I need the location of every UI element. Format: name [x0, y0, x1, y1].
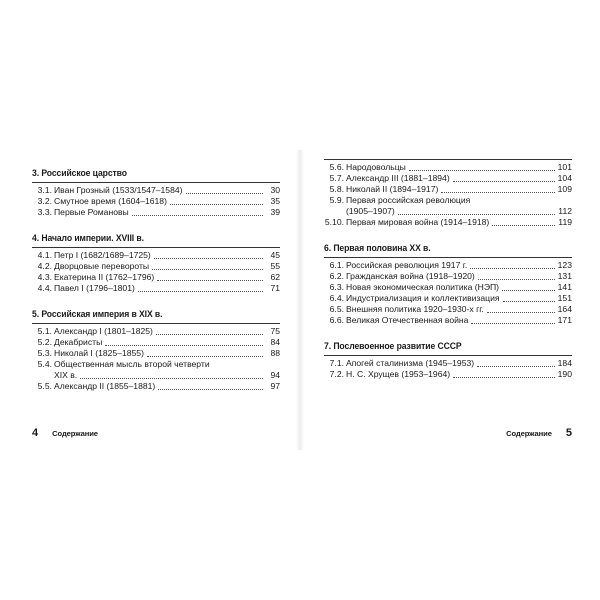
entry-title: (1905–1907)	[346, 206, 395, 216]
right-page	[324, 0, 572, 600]
dot-leader	[154, 257, 263, 259]
toc-entry[interactable]	[32, 182, 280, 196]
dot-leader	[152, 268, 263, 270]
entry-page-number: 94	[270, 370, 280, 380]
entry-title: Первые Романовы	[54, 207, 129, 217]
entry-row	[54, 283, 280, 294]
table-of-contents-left	[32, 167, 280, 406]
toc-entry[interactable]	[324, 257, 572, 271]
entry-title: Смутное время (1604–1618)	[54, 196, 167, 206]
entry-title: Дворцовые перевороты	[54, 261, 150, 271]
dot-leader	[453, 376, 555, 378]
page-footer-right	[506, 427, 572, 440]
entry-page-number: 55	[270, 261, 280, 271]
entry-page-number: 35	[270, 196, 280, 206]
section-title: 3. Российское царство	[32, 167, 127, 178]
entry-title: Декабристы	[54, 337, 103, 347]
entry-page-number: 190	[557, 369, 572, 379]
toc-entry[interactable]	[32, 283, 280, 294]
dot-leader	[80, 377, 263, 379]
toc-entry[interactable]	[324, 369, 572, 380]
dot-leader	[477, 365, 555, 367]
entry-title: Николай I (1825–1855)	[54, 348, 144, 358]
entry-number: 4.4.	[37, 283, 52, 293]
entry-title: Петр I (1682/1689–1725)	[54, 250, 151, 260]
entry-title: Внешняя политика 1920–1930-х гг.	[346, 304, 484, 314]
toc-entry[interactable]	[324, 173, 572, 184]
toc-entry[interactable]	[32, 261, 280, 272]
entry-row	[54, 381, 280, 392]
entry-title: Российская революция 1917 г.	[346, 260, 468, 270]
dot-leader	[453, 180, 555, 182]
dot-leader	[492, 224, 555, 226]
entry-number: 3.1.	[37, 185, 52, 195]
entry-number: 5.5.	[37, 381, 52, 391]
entry-row	[54, 207, 280, 218]
toc-section	[32, 308, 280, 392]
entry-title: Народовольцы	[346, 162, 406, 172]
entry-title: Индустриализация и коллективизация	[346, 293, 500, 303]
entry-page-number: 75	[270, 326, 280, 336]
entry-number: 6.5.	[329, 304, 344, 314]
toc-entry[interactable]	[324, 271, 572, 282]
entry-page-number: 141	[557, 282, 572, 292]
entry-row	[54, 326, 280, 337]
toc-entry[interactable]	[324, 159, 572, 173]
entry-row	[54, 250, 280, 261]
dot-leader	[441, 191, 554, 193]
entry-page-number: 119	[558, 217, 572, 227]
toc-entry[interactable]	[324, 293, 572, 304]
section-title: 4. Начало империи. XVIII в.	[32, 232, 144, 243]
toc-entry[interactable]	[32, 207, 280, 218]
dot-leader	[502, 289, 555, 291]
entry-page-number: 112	[558, 206, 572, 216]
entry-row	[54, 196, 280, 207]
entry-title-line: Общественная мысль второй четверти	[54, 359, 210, 369]
entry-row	[54, 348, 280, 359]
entry-row	[54, 337, 280, 348]
page-footer-left	[32, 427, 98, 440]
book-gutter	[296, 150, 304, 450]
entry-number: 5.1.	[37, 326, 52, 336]
toc-entry[interactable]	[32, 272, 280, 283]
section-title: 6. Первая половина XX в.	[324, 242, 431, 253]
dot-leader	[398, 213, 555, 215]
entry-page-number: 62	[270, 272, 280, 282]
dot-leader	[105, 344, 263, 346]
toc-section	[324, 159, 572, 228]
dot-leader	[157, 279, 263, 281]
entry-number: 4.3.	[37, 272, 52, 282]
entry-title: Николай II (1894–1917)	[346, 184, 439, 194]
toc-entry[interactable]	[324, 355, 572, 369]
entry-row	[346, 217, 572, 228]
entry-number: 5.10.	[324, 217, 344, 227]
entry-row	[346, 206, 572, 217]
entry-title: Александр I (1801–1825)	[54, 326, 153, 336]
entry-row	[346, 271, 572, 282]
toc-section	[32, 167, 280, 218]
entry-title: XIX в.	[54, 370, 78, 380]
page-number: 4	[32, 427, 39, 439]
toc-entry[interactable]	[32, 381, 280, 392]
toc-section	[324, 242, 572, 326]
dot-leader	[471, 322, 554, 324]
entry-page-number: 97	[270, 381, 280, 391]
toc-entry[interactable]	[32, 337, 280, 348]
entry-page-number: 131	[557, 271, 572, 281]
entry-page-number: 71	[270, 283, 280, 293]
dot-leader	[147, 355, 263, 357]
entry-number: 5.8.	[329, 184, 344, 194]
entry-row	[346, 162, 572, 173]
entry-page-number: 84	[270, 337, 280, 347]
entry-page-number: 39	[270, 207, 280, 217]
entry-number: 3.3.	[37, 207, 52, 217]
entry-number: 3.2.	[37, 196, 52, 206]
dot-leader	[186, 192, 264, 194]
left-page	[32, 0, 280, 600]
entry-row	[346, 184, 572, 195]
toc-entry[interactable]	[32, 247, 280, 261]
entry-page-number: 45	[270, 250, 280, 260]
entry-row	[346, 293, 572, 304]
entry-title: Н. С. Хрущев (1953–1964)	[346, 369, 451, 379]
dot-leader	[478, 278, 555, 280]
entry-row	[346, 358, 572, 369]
entry-title: Первая мировая война (1914–1918)	[346, 217, 490, 227]
dot-leader	[470, 267, 554, 269]
entry-title: Великая Отечественная война	[346, 315, 469, 325]
dot-leader	[409, 169, 555, 171]
entry-title: Иван Грозный (1533/1547–1584)	[54, 185, 183, 195]
section-title: 7. Послевоенное развитие СССР	[324, 340, 462, 351]
entry-row	[346, 282, 572, 293]
entry-row	[346, 315, 572, 326]
entry-row	[346, 260, 572, 271]
toc-entry[interactable]	[324, 282, 572, 293]
entry-title: Апогей сталинизма (1945–1953)	[346, 358, 475, 368]
entry-row	[54, 272, 280, 283]
toc-entry[interactable]	[32, 348, 280, 359]
dot-leader	[132, 214, 263, 216]
entry-number: 4.2.	[37, 261, 52, 271]
entry-title: Павел I (1796–1801)	[54, 283, 135, 293]
dot-leader	[487, 311, 555, 313]
dot-leader	[503, 300, 555, 302]
entry-title: Екатерина II (1762–1796)	[54, 272, 155, 282]
entry-number: 6.3.	[329, 282, 344, 292]
entry-number: 6.6.	[329, 315, 344, 325]
entry-row	[54, 370, 280, 381]
toc-entry[interactable]	[324, 315, 572, 326]
toc-entry[interactable]	[324, 217, 572, 228]
entry-title-line: Первая российская революция	[346, 195, 471, 205]
entry-number: 6.2.	[329, 271, 344, 281]
entry-page-number: 123	[557, 260, 572, 270]
entry-number: 5.4.	[37, 359, 52, 369]
entry-number: 6.4.	[329, 293, 344, 303]
entry-page-number: 171	[557, 315, 572, 325]
toc-entry[interactable]	[324, 304, 572, 315]
entry-page-number: 101	[557, 162, 572, 172]
entry-number: 5.3.	[37, 348, 52, 358]
dot-leader	[158, 388, 263, 390]
entry-number: 7.1.	[329, 358, 344, 368]
entry-number: 6.1.	[329, 260, 344, 270]
entry-page-number: 109	[557, 184, 572, 194]
toc-entry[interactable]	[324, 195, 572, 217]
entry-number: 7.2.	[329, 369, 344, 379]
entry-title: Александр II (1855–1881)	[54, 381, 156, 391]
entry-page-number: 88	[270, 348, 280, 358]
running-header-label: Содержание	[506, 429, 552, 438]
entry-row	[54, 185, 280, 196]
entry-page-number: 104	[557, 173, 572, 183]
entry-number: 5.2.	[37, 337, 52, 347]
dot-leader	[170, 203, 263, 205]
entry-page-number: 164	[557, 304, 572, 314]
toc-entry[interactable]	[32, 323, 280, 337]
entry-title: Гражданская война (1918–1920)	[346, 271, 475, 281]
toc-entry[interactable]	[324, 184, 572, 195]
dot-leader	[156, 333, 263, 335]
toc-section	[324, 340, 572, 380]
toc-entry[interactable]	[32, 359, 280, 381]
entry-number: 5.6.	[329, 162, 344, 172]
entry-number: 5.7.	[329, 173, 344, 183]
entry-title: Новая экономическая политика (НЭП)	[346, 282, 500, 292]
entry-page-number: 30	[270, 185, 280, 195]
entry-page-number: 151	[557, 293, 572, 303]
toc-entry[interactable]	[32, 196, 280, 207]
entry-page-number: 184	[557, 358, 572, 368]
page-number: 5	[565, 427, 572, 439]
entry-row	[54, 261, 280, 272]
entry-number: 5.9.	[329, 195, 344, 205]
section-title: 5. Российская империя в XIX в.	[32, 308, 163, 319]
dot-leader	[138, 290, 263, 292]
running-header-label: Содержание	[52, 429, 98, 438]
entry-number: 4.1.	[37, 250, 52, 260]
entry-title: Александр III (1881–1894)	[346, 173, 450, 183]
entry-row	[346, 173, 572, 184]
table-of-contents-right	[324, 159, 572, 394]
toc-section	[32, 232, 280, 294]
entry-row	[346, 304, 572, 315]
entry-row	[346, 369, 572, 380]
